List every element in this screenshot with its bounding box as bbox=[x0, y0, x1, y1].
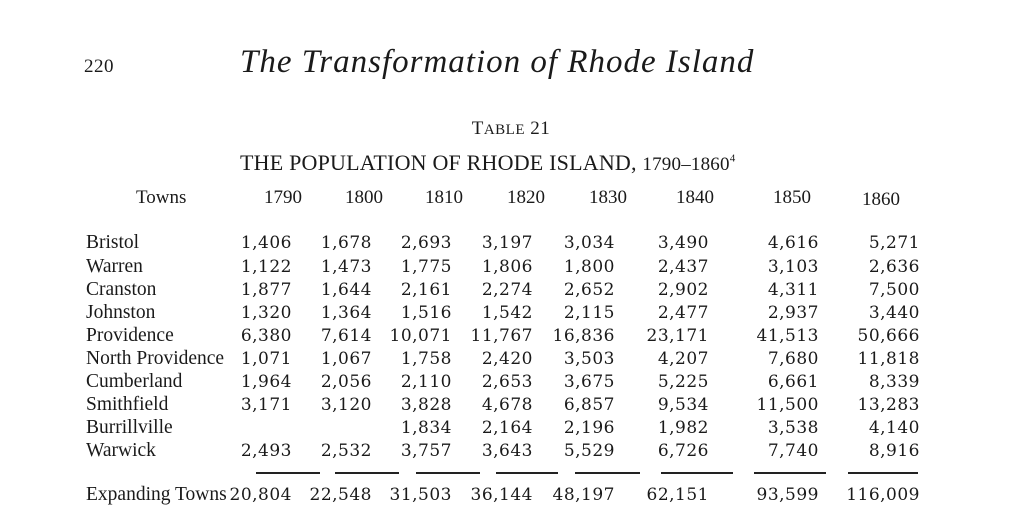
table-row-value: 5,271 bbox=[868, 233, 920, 253]
total-row-value: 20,804 bbox=[229, 485, 292, 505]
table-row-value: 4,616 bbox=[767, 233, 819, 253]
total-row-value: 22,548 bbox=[309, 485, 372, 505]
table-row-town-name: Bristol bbox=[86, 232, 140, 253]
table-row-value: 1,982 bbox=[657, 418, 709, 438]
table-row-value: 2,937 bbox=[767, 303, 819, 323]
table-row-value: 3,538 bbox=[767, 418, 819, 438]
total-row-value: 62,151 bbox=[646, 485, 709, 505]
table-row-value: 2,532 bbox=[320, 441, 372, 461]
column-header-year: 1860 bbox=[862, 189, 900, 210]
table-row-value: 1,758 bbox=[400, 349, 452, 369]
table-row-value: 2,437 bbox=[657, 257, 709, 277]
table-row-value: 11,500 bbox=[756, 395, 819, 415]
table-row-value: 2,420 bbox=[481, 349, 533, 369]
column-header-year: 1790 bbox=[264, 187, 302, 208]
table-title-text: THE POPULATION OF RHODE ISLAND, bbox=[240, 150, 643, 175]
table-row-value: 11,767 bbox=[470, 326, 533, 346]
table-row-value: 2,056 bbox=[320, 372, 372, 392]
sum-rule bbox=[754, 472, 826, 474]
table-row-value: 5,225 bbox=[657, 372, 709, 392]
sum-rule bbox=[661, 472, 733, 474]
table-row-value: 7,500 bbox=[868, 280, 920, 300]
table-row-town-name: Warwick bbox=[86, 440, 156, 461]
table-row-value: 1,800 bbox=[563, 257, 615, 277]
table-row-town-name: North Providence bbox=[86, 348, 225, 369]
table-title bbox=[240, 150, 735, 176]
table-label-number: 21 bbox=[530, 118, 551, 139]
table-row-value: 4,207 bbox=[657, 349, 709, 369]
table-row-value: 41,513 bbox=[756, 326, 819, 346]
table-label-rest: ABLE bbox=[483, 122, 526, 138]
table-row-value: 2,161 bbox=[400, 280, 452, 300]
column-header-year: 1810 bbox=[425, 187, 463, 208]
column-header-year: 1800 bbox=[345, 187, 383, 208]
table-row-value: 7,680 bbox=[767, 349, 819, 369]
table-row-value: 1,320 bbox=[240, 303, 292, 323]
table-row-value: 2,115 bbox=[563, 303, 615, 323]
table-row-value: 1,834 bbox=[400, 418, 452, 438]
table-row-value: 2,653 bbox=[481, 372, 533, 392]
column-header-year: 1850 bbox=[773, 187, 811, 208]
column-header-year: 1820 bbox=[507, 187, 545, 208]
table-row-value: 2,164 bbox=[481, 418, 533, 438]
table-row-value: 2,493 bbox=[240, 441, 292, 461]
table-row-value: 2,274 bbox=[481, 280, 533, 300]
table-row-value: 3,757 bbox=[400, 441, 452, 461]
table-row-value: 6,857 bbox=[563, 395, 615, 415]
table-row-value: 3,103 bbox=[767, 257, 819, 277]
total-row-value: 36,144 bbox=[470, 485, 533, 505]
table-row-value: 3,490 bbox=[657, 233, 709, 253]
total-row-value: 93,599 bbox=[756, 485, 819, 505]
table-row-value: 1,644 bbox=[320, 280, 372, 300]
column-header-towns: Towns bbox=[136, 187, 187, 208]
table-row-town-name: Warren bbox=[86, 256, 143, 277]
table-row-value: 6,380 bbox=[240, 326, 292, 346]
table-title-years: 1790–1860 bbox=[642, 154, 730, 175]
table-row-value: 2,196 bbox=[563, 418, 615, 438]
table-row-value: 2,652 bbox=[563, 280, 615, 300]
table-row-value: 2,477 bbox=[657, 303, 709, 323]
table-row-town-name: Cumberland bbox=[86, 371, 183, 392]
table-row-value: 1,775 bbox=[400, 257, 452, 277]
table-row-value: 1,806 bbox=[481, 257, 533, 277]
footnote-marker: 4 bbox=[729, 152, 736, 165]
table-row-value: 13,283 bbox=[857, 395, 920, 415]
table-row-value: 16,836 bbox=[552, 326, 615, 346]
table-row-town-name: Cranston bbox=[86, 279, 157, 300]
table-label bbox=[0, 118, 1022, 140]
table-row-value: 2,636 bbox=[868, 257, 920, 277]
table-row-value: 7,740 bbox=[767, 441, 819, 461]
table-label-initial: T bbox=[471, 118, 484, 139]
table-row-value: 3,120 bbox=[320, 395, 372, 415]
table-row-value: 23,171 bbox=[646, 326, 709, 346]
table-row-value: 1,542 bbox=[481, 303, 533, 323]
sum-rule bbox=[496, 472, 558, 474]
table-row-value: 1,678 bbox=[320, 233, 372, 253]
sum-rule bbox=[256, 472, 320, 474]
sum-rule bbox=[575, 472, 640, 474]
page-number: 220 bbox=[84, 56, 114, 77]
table-row-value: 3,171 bbox=[240, 395, 292, 415]
table-row-value: 3,828 bbox=[400, 395, 452, 415]
table-row-value: 3,503 bbox=[563, 349, 615, 369]
table-row-value: 1,473 bbox=[320, 257, 372, 277]
table-row-value: 3,197 bbox=[481, 233, 533, 253]
table-row-value: 1,964 bbox=[240, 372, 292, 392]
table-row-town-name: Johnston bbox=[86, 302, 156, 323]
total-row-value: 116,009 bbox=[846, 485, 920, 505]
table-row-value: 3,675 bbox=[563, 372, 615, 392]
table-row-value: 5,529 bbox=[563, 441, 615, 461]
table-row-value: 4,140 bbox=[868, 418, 920, 438]
table-row-value: 6,726 bbox=[657, 441, 709, 461]
table-row-value: 1,122 bbox=[240, 257, 292, 277]
table-row-value: 4,678 bbox=[481, 395, 533, 415]
table-row-town-name: Smithfield bbox=[86, 394, 169, 415]
sum-rule bbox=[848, 472, 918, 474]
total-row-value: 48,197 bbox=[552, 485, 615, 505]
table-row-value: 2,110 bbox=[400, 372, 452, 392]
sum-rule bbox=[416, 472, 480, 474]
table-row-value: 6,661 bbox=[767, 372, 819, 392]
table-row-town-name: Providence bbox=[86, 325, 174, 346]
total-row-town-name: Expanding Towns bbox=[86, 484, 227, 505]
table-row-value: 1,067 bbox=[320, 349, 372, 369]
total-row-value: 31,503 bbox=[389, 485, 452, 505]
table-row-value: 50,666 bbox=[857, 326, 920, 346]
column-header-year: 1830 bbox=[589, 187, 627, 208]
column-header-year: 1840 bbox=[676, 187, 714, 208]
table-row-value: 7,614 bbox=[320, 326, 372, 346]
table-row-value: 4,311 bbox=[767, 280, 819, 300]
sum-rule bbox=[335, 472, 399, 474]
table-row-value: 8,916 bbox=[868, 441, 920, 461]
table-row-value: 11,818 bbox=[857, 349, 920, 369]
table-row-value: 2,693 bbox=[400, 233, 452, 253]
table-row-value: 3,440 bbox=[868, 303, 920, 323]
table-row-value: 10,071 bbox=[389, 326, 452, 346]
running-head: The Transformation of Rhode Island bbox=[240, 44, 755, 80]
table-row-value: 1,877 bbox=[240, 280, 292, 300]
table-row-value: 1,071 bbox=[240, 349, 292, 369]
table-row-value: 9,534 bbox=[657, 395, 709, 415]
table-row-town-name: Burrillville bbox=[86, 417, 173, 438]
table-row-value: 3,034 bbox=[563, 233, 615, 253]
table-row-value: 1,516 bbox=[400, 303, 452, 323]
table-row-value: 2,902 bbox=[657, 280, 709, 300]
table-row-value: 8,339 bbox=[868, 372, 920, 392]
table-row-value: 1,406 bbox=[240, 233, 292, 253]
table-row-value: 3,643 bbox=[481, 441, 533, 461]
table-row-value: 1,364 bbox=[320, 303, 372, 323]
